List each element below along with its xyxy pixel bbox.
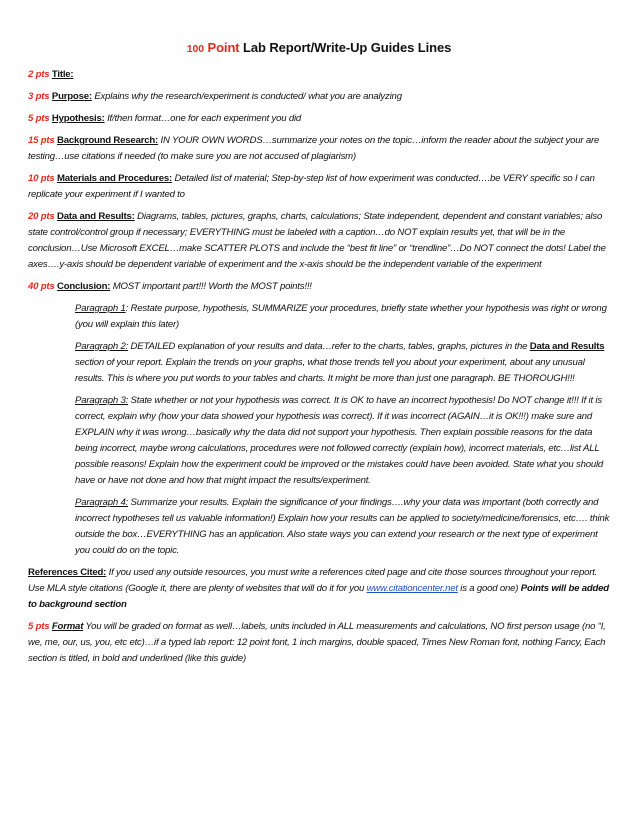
section-hypothesis-text: If/then format…one for each experiment you did <box>107 113 302 124</box>
section-hypothesis <box>28 111 610 127</box>
document-title <box>28 40 610 55</box>
paragraph-2 <box>75 339 610 387</box>
section-materials-label: Materials and Procedures: <box>57 173 172 184</box>
paragraph-3-text: State whether or not your hypothesis was correct. It is OK to have an incorrect hypothesis! Do NOT change it!!! If it is correct, explain why (how your data showed your hypothesis was correct). If it was incorrect (AGAIN…it is OK!!!) make sure and EXPLAIN why it was wrong…basically why the data did not support your hypothesis. Then explain possible reasons for the data being incorrect, maybe wrong calculations, procedures were not followed correctly (explain how), incorrect materials, etc…list ALL possible reasons! Explain how the experiment could be improved or the mistakes could have been avoided. State what you should have or have not done and how that might impact the results/experiment. <box>75 395 604 486</box>
section-format <box>28 619 610 667</box>
section-materials-text: Detailed list of material; Step-by-step list of how experiment was conducted….be VERY specific so I can replicate your experiment if I wanted to <box>28 173 595 200</box>
references-text-b: is a good one) <box>457 583 521 594</box>
paragraph-2-text-b: section of your report. Explain the trends on your graphs, what those trends tell you about your experiment, about any unusual results. This is where you put words to your tables and charts. It might be more than just one paragraph. BE THOROUGH!!! <box>75 357 585 384</box>
title-number: 100 <box>186 43 204 55</box>
section-data-points: 20 pts <box>28 211 55 222</box>
format-label: Format <box>51 621 84 632</box>
title-rest: Lab Report/Write-Up Guides Lines <box>243 40 452 55</box>
references-text-a: If you used any outside resources, you must write a references cited page and cite those sources throughout your report. Use MLA style citations (Google it, there are plenty of websites that will do it for you <box>28 567 598 594</box>
section-hypothesis-label: Hypothesis: <box>51 113 105 124</box>
section-data-label: Data and Results: <box>57 211 135 222</box>
section-materials <box>28 171 610 203</box>
format-points: 5 pts <box>28 621 50 632</box>
references-label: References Cited: <box>28 567 107 578</box>
section-data-results <box>28 209 610 273</box>
section-background <box>28 133 610 165</box>
paragraph-2-label: Paragraph 2: <box>75 341 129 352</box>
section-title <box>28 67 610 83</box>
paragraph-2-text-a: DETAILED explanation of your results and data…refer to the charts, tables, graphs, pictures in the <box>128 341 530 352</box>
paragraph-1-text: : Restate purpose, hypothesis, SUMMARIZE your procedures, briefly state whether your hypothesis was right or wrong (you will explain this later) <box>75 303 607 330</box>
section-purpose <box>28 89 610 105</box>
section-title-label: Title: <box>51 69 74 80</box>
section-conclusion-points: 40 pts <box>28 281 55 292</box>
section-materials-points: 10 pts <box>28 173 55 184</box>
section-references <box>28 565 610 613</box>
section-purpose-text: Explains why the research/experiment is conducted/ what you are analyzing <box>94 91 402 102</box>
section-conclusion-label: Conclusion: <box>57 281 111 292</box>
format-text: You will be graded on format as well…labels, units included in ALL measurements and calculations, NO first person usage (no “I, we, me, our, us, you, etc etc)…if a typed lab report: 12 point font, 1 inch margins, double spaced, Times New Roman font, nothing Fancy, Each section is titled, in bold and underlined (like this guide) <box>28 621 606 664</box>
paragraph-4-text: Summarize your results. Explain the significance of your findings….why your data was important (both correctly and incorrect hypotheses tell us valuable information!) Explain how your results can be applied to society/medicine/forensics, etc…. think outside the box…EVERYTHING has an application. Also state ways you can extend your research or the next type of experiment you could do on the topic. <box>75 497 610 556</box>
section-purpose-points: 3 pts <box>28 91 50 102</box>
paragraph-3-label: Paragraph 3: <box>75 395 129 406</box>
citationcenter-link[interactable]: www.citationcenter.net <box>366 583 458 594</box>
section-title-points: 2 pts <box>28 69 50 80</box>
paragraph-1 <box>75 301 610 333</box>
paragraph-1-label: Paragraph 1 <box>75 303 126 314</box>
section-background-label: Background Research: <box>57 135 159 146</box>
paragraph-2-data-results-ref: Data and Results <box>529 341 605 352</box>
paragraph-4-label: Paragraph 4: <box>75 497 129 508</box>
paragraph-3 <box>75 393 610 489</box>
section-hypothesis-points: 5 pts <box>28 113 50 124</box>
section-data-text: Diagrams, tables, pictures, graphs, charts, calculations; State independent, dependent and constant variables; also state control/control group if necessary; EVERYTHING must be labeled with a caption…do NOT explain results yet, that will be in the conclusion…Use Microsoft EXCEL…make SCATTER PLOTS and include the “best fit line” or “trendline”…Do NOT connect the dots! Label the axes….y-axis should be dependent variable of experiment and the x-axis should be the independent variable of the experiment <box>28 211 606 270</box>
references-bold-tail: Points will be added to background section <box>28 583 609 610</box>
section-conclusion-text: MOST important part!!! Worth the MOST points!!! <box>112 281 312 292</box>
section-background-text: IN YOUR OWN WORDS…summarize your notes on the topic…inform the reader about the subject your are testing…use citations if needed (to make sure you are not accused of plagiarism) <box>28 135 600 162</box>
title-point-word: Point <box>207 40 240 55</box>
section-purpose-label: Purpose: <box>51 91 92 102</box>
paragraph-4 <box>75 495 610 559</box>
section-conclusion <box>28 279 610 295</box>
section-background-points: 15 pts <box>28 135 55 146</box>
